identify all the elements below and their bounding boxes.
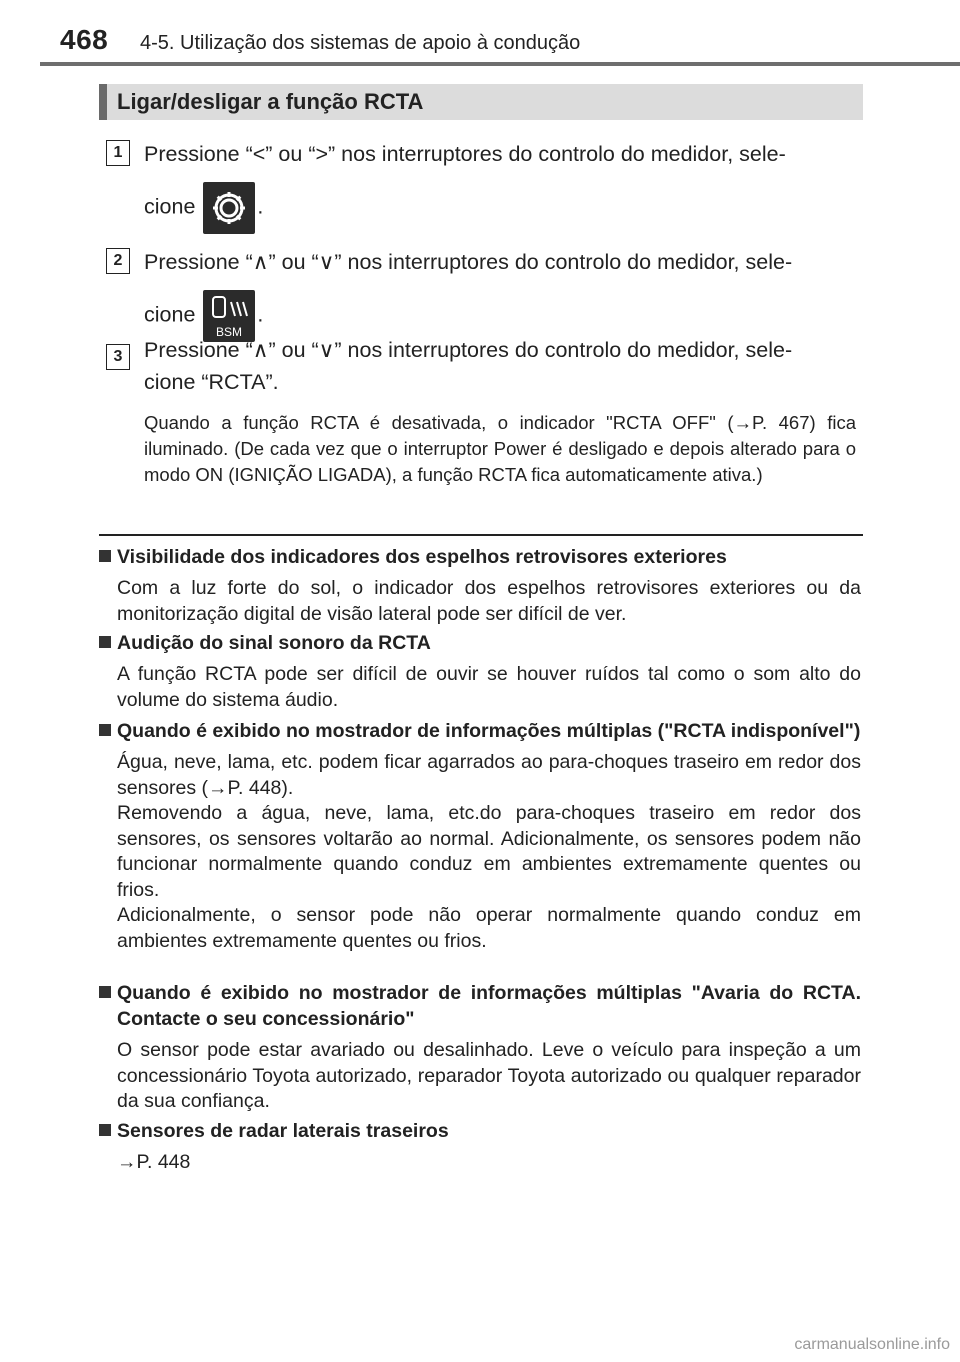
info-item <box>99 980 861 1115</box>
info-heading-text: Visibilidade dos indicadores dos espelhos retrovisores exteriores <box>117 546 727 568</box>
info-body: O sensor pode estar avariado ou desalinhado. Leve o veículo para inspeção a um concessionário Toyota autorizado, reparador Toyota autorizado ou qualquer reparador da sua confiança. <box>117 1039 861 1112</box>
step-text <box>144 238 860 342</box>
info-heading-text: Audição do sinal sonoro da RCTA <box>117 632 431 654</box>
info-heading <box>99 1118 861 1144</box>
info-body: →P. 448 <box>117 1151 191 1173</box>
step-line <box>144 182 860 234</box>
page-number: 468 <box>60 24 109 55</box>
bullet-square-icon <box>99 724 111 736</box>
step-line: cione “RCTA”. <box>144 370 279 394</box>
step-line: Pressione “<” ou “>” nos interruptores do controlo do medidor, sele- <box>144 142 786 166</box>
section-title: Ligar/desligar a função RCTA <box>117 89 424 114</box>
info-heading-text: Sensores de radar laterais traseiros <box>117 1120 449 1142</box>
chapter-title: 4-5. Utilização dos sistemas de apoio à condução <box>140 32 581 54</box>
step-word: cione <box>144 302 196 327</box>
step-number: 3 <box>106 344 130 370</box>
info-item <box>99 1118 861 1176</box>
info-heading-text: Quando é exibido no mostrador de informações múltiplas "Avaria do RCTA. Contacte o seu concessionário" <box>117 982 861 1030</box>
info-body: Com a luz forte do sol, o indicador dos espelhos retrovisores exteriores ou da monitorização digital de visão lateral pode ser difícil de ver. <box>117 577 861 625</box>
step-line: Pressione “∧” ou “∨” nos interruptores do controlo do medidor, sele- <box>144 338 793 362</box>
section-accent <box>99 84 107 120</box>
bullet-square-icon <box>99 986 111 998</box>
section-heading <box>99 84 863 120</box>
bsm-label: BSM <box>216 325 243 339</box>
info-item <box>99 544 861 627</box>
step-number: 2 <box>106 248 130 274</box>
step-number: 1 <box>106 140 130 166</box>
step-end: . <box>257 302 264 327</box>
gear-icon <box>203 182 255 234</box>
step-note: Quando a função RCTA é desativada, o indicador "RCTA OFF" (→P. 467) fica iluminado. (De cada vez que o interruptor Power é desligado e depois alterado para o modo ON (IGNIÇÃO LIGADA), a função RCTA fica automaticamente ativa.) <box>144 412 856 485</box>
step-end: . <box>257 194 264 219</box>
info-item <box>99 630 861 713</box>
bullet-square-icon <box>99 550 111 562</box>
step-line: Pressione “∧” ou “∨” nos interruptores do controlo do medidor, sele- <box>144 250 793 274</box>
info-item <box>99 718 861 954</box>
page-header <box>0 0 960 66</box>
bullet-square-icon <box>99 636 111 648</box>
info-heading <box>99 718 861 744</box>
bullet-square-icon <box>99 1124 111 1136</box>
info-heading <box>99 630 861 656</box>
info-heading <box>99 980 861 1032</box>
section-divider <box>99 534 863 536</box>
step-text <box>144 130 860 234</box>
step-text <box>144 334 860 398</box>
info-heading-text: Quando é exibido no mostrador de informações múltiplas ("RCTA indisponível") <box>117 720 861 742</box>
info-heading <box>99 544 861 570</box>
header-rule <box>40 62 960 66</box>
info-body: A função RCTA pode ser difícil de ouvir se houver ruídos tal como o som alto do volume do sistema áudio. <box>117 663 861 711</box>
watermark: carmanualsonline.info <box>794 1336 950 1353</box>
step-word: cione <box>144 194 196 219</box>
info-body: Água, neve, lama, etc. podem ficar agarrados ao para-choques traseiro em redor dos sensores (→P. 448). Removendo a água, neve, lama, etc.do para-choques traseiro em redor dos sensores, os sensores voltarão ao normal. Adicionalmente, os sensores podem não funcionar normalmente quando conduz em ambientes extremamente quentes ou frios. Adicionalmente, o sensor pode não operar normalmente quando conduz em ambientes extremamente quentes ou frios. <box>117 751 861 952</box>
